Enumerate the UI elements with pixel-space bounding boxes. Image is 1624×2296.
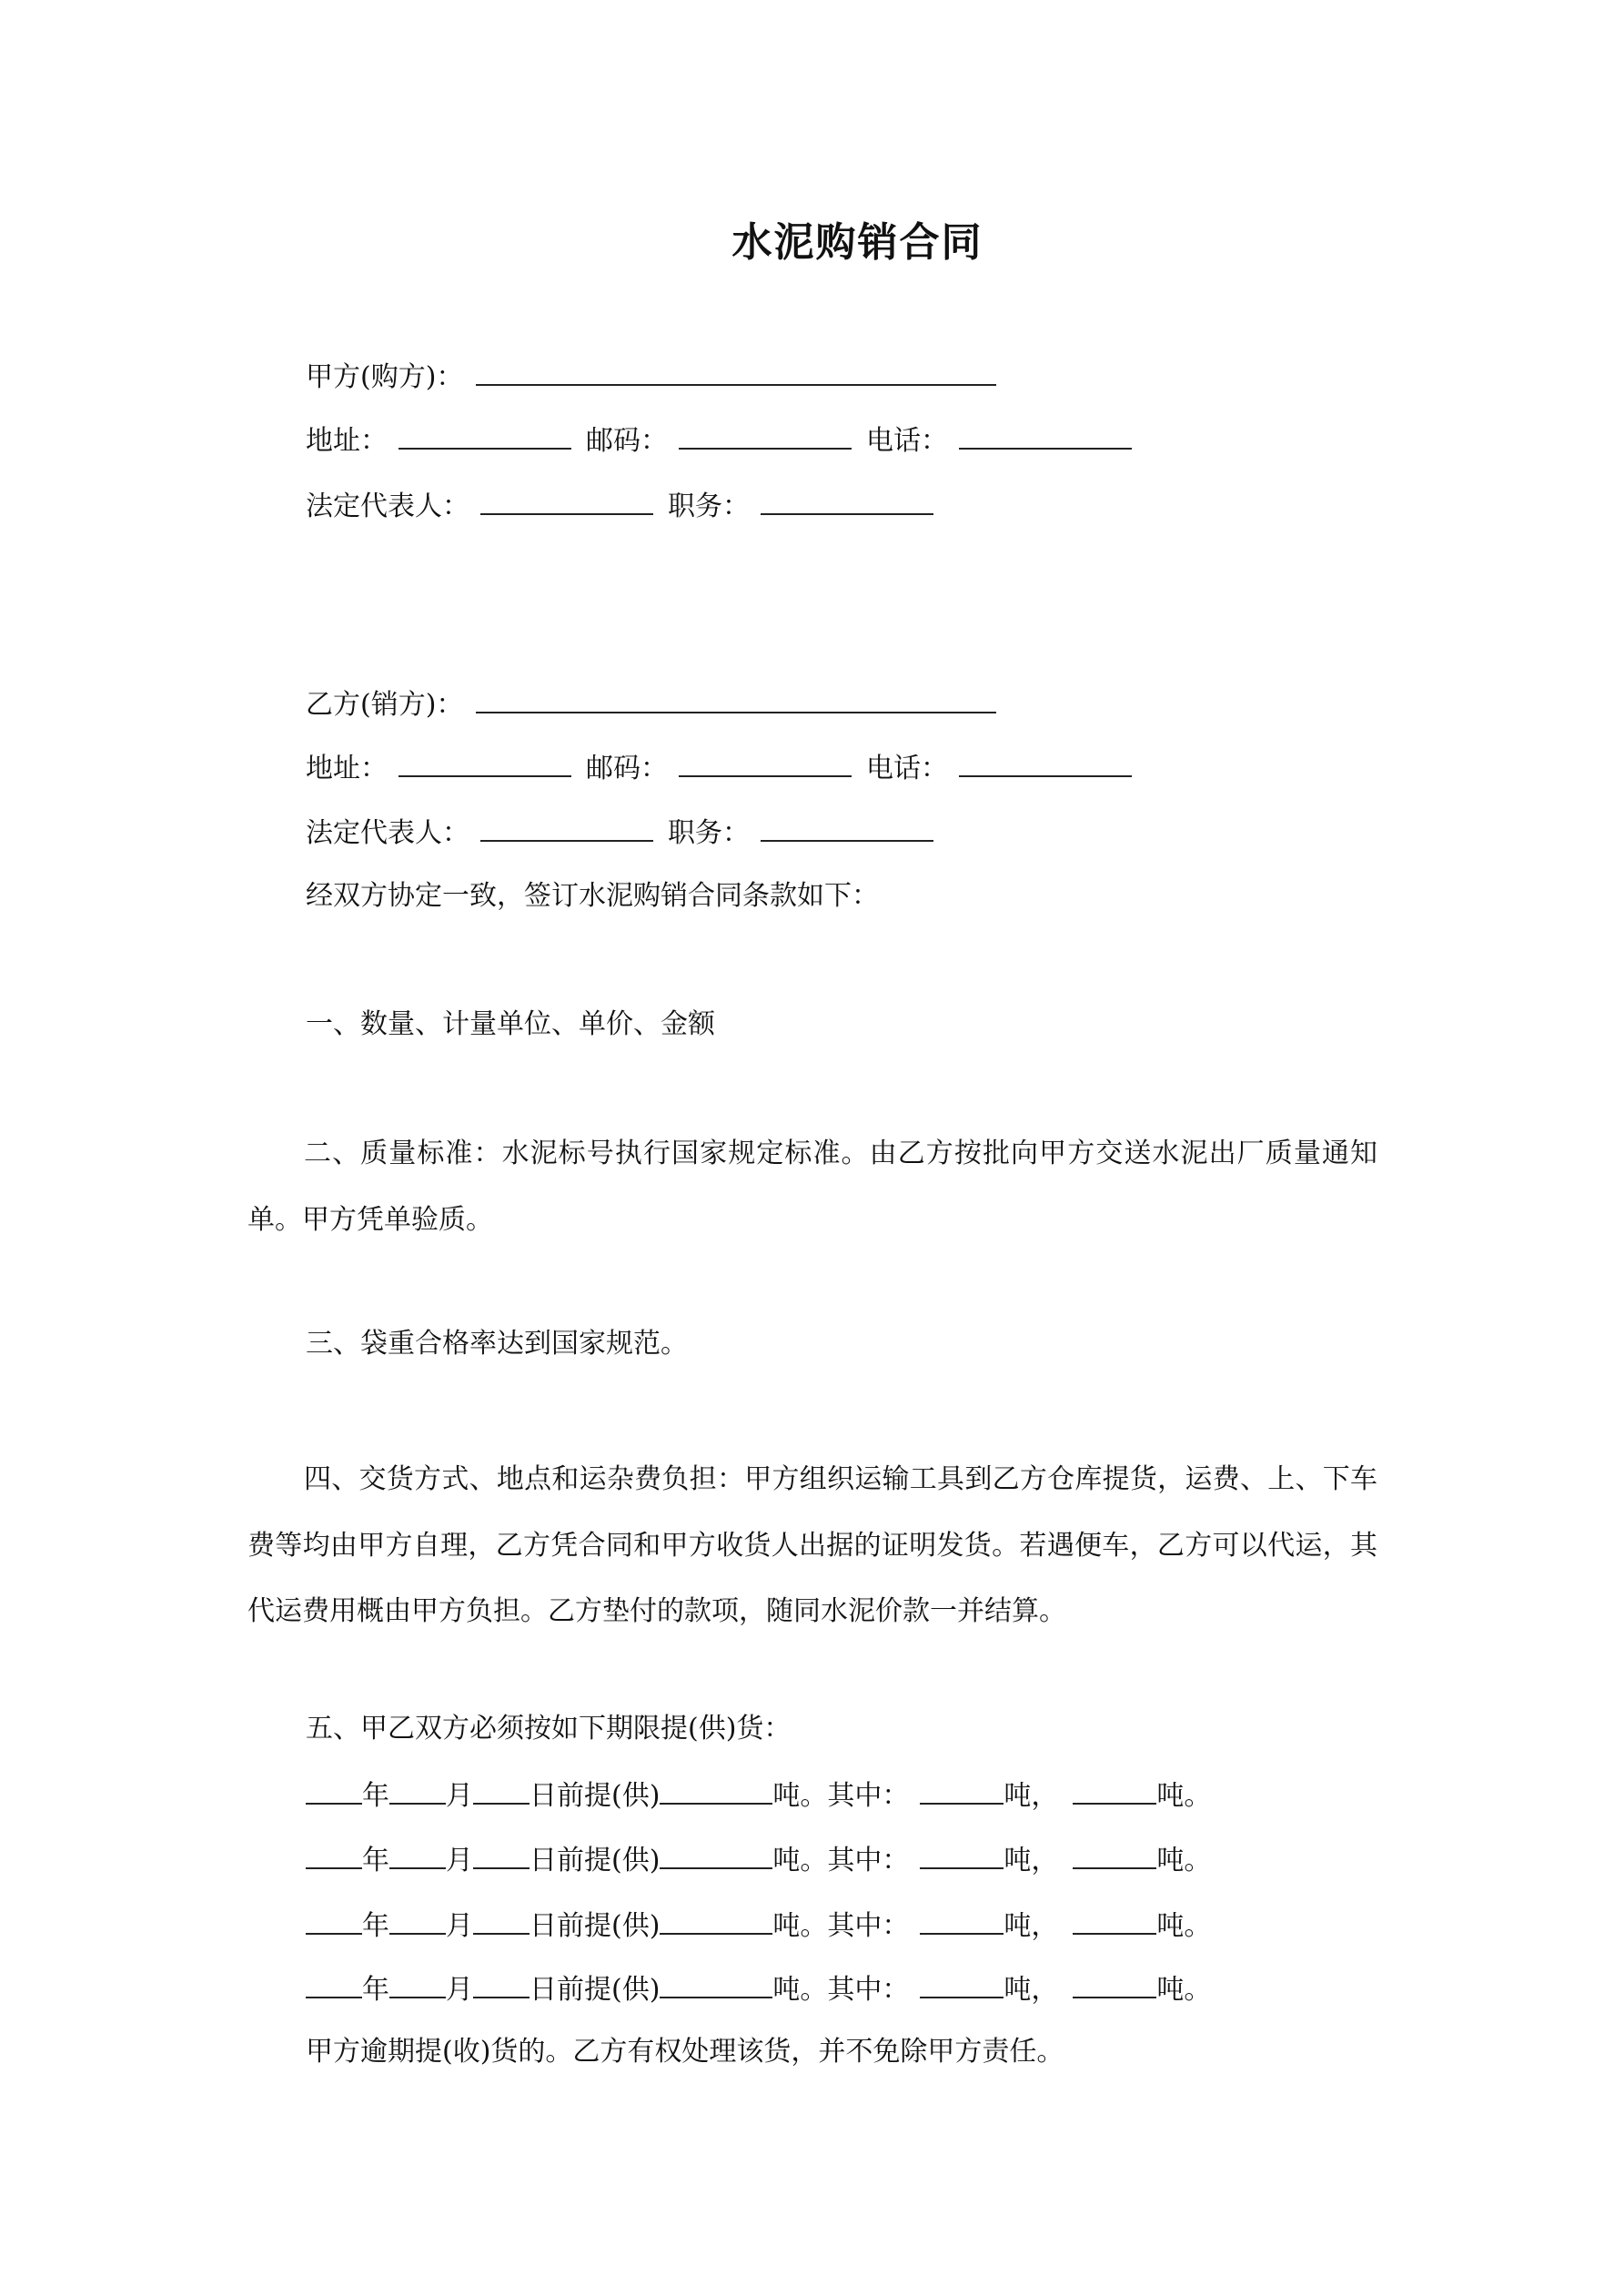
party-b-name-field[interactable] [476, 684, 996, 713]
month-label: 月 [446, 1974, 473, 2006]
party-b-position-label: 职务： [668, 817, 750, 849]
party-b-address-label: 地址： [306, 753, 388, 784]
party-a-address-field[interactable] [398, 420, 571, 450]
tons-of-which-label: 吨。其中： [772, 1845, 910, 1876]
sub-tons-1-field[interactable] [920, 1840, 1004, 1869]
party-b-label: 乙方(销方)： [306, 689, 464, 721]
year-label: 年 [362, 1910, 389, 1942]
sub-tons-2-field[interactable] [1073, 1775, 1156, 1805]
overdue-note: 甲方逾期提(收)货的。乙方有权处理该货，并不免除甲方责任。 [306, 2036, 1064, 2068]
tons-end-label: 吨。 [1156, 1910, 1212, 1942]
tons-end-label: 吨。 [1156, 1845, 1212, 1876]
party-b-legal-rep-field[interactable] [480, 813, 653, 842]
year-label: 年 [362, 1780, 389, 1812]
tons-label: 吨， [1004, 1910, 1059, 1942]
tons-end-label: 吨。 [1156, 1974, 1212, 2006]
schedule-row [306, 1906, 1211, 1945]
tons-end-label: 吨。 [1156, 1780, 1212, 1812]
month-label: 月 [446, 1910, 473, 1942]
year-label: 年 [362, 1845, 389, 1876]
tons-label: 吨， [1004, 1974, 1059, 2006]
schedule-row [306, 1969, 1211, 2008]
tons-label: 吨， [1004, 1845, 1059, 1876]
party-b-postcode-label: 邮码： [586, 753, 668, 784]
party-a-legal-rep-field[interactable] [480, 486, 653, 515]
year-field[interactable] [306, 1775, 362, 1805]
party-a-name-field[interactable] [476, 357, 996, 386]
party-b-postcode-field[interactable] [679, 748, 852, 777]
clause-4: 四、交货方式、地点和运杂费负担：甲方组织运输工具到乙方仓库提货，运费、上、下车费等均由甲方自理，乙方凭合同和甲方收货人出据的证明发货。若遇便车，乙方可以代运，其代运费用概由甲方负担。乙方垫付的款项，随同水泥价款一并结算。 [247, 1463, 1377, 1627]
party-a-contact-row [306, 420, 1146, 460]
party-a-position-label: 职务： [668, 491, 750, 522]
clause-2: 二、质量标准：水泥标号执行国家规定标准。由乙方按批向甲方交送水泥出厂质量通知单。甲方凭单验质。 [247, 1138, 1377, 1236]
month-label: 月 [446, 1780, 473, 1812]
total-tons-field[interactable] [660, 1840, 772, 1869]
party-a-rep-row [306, 486, 948, 525]
sub-tons-2-field[interactable] [1073, 1840, 1156, 1869]
party-b-name-row [306, 684, 1000, 723]
schedule-row [306, 1775, 1211, 1815]
schedule-row [306, 1840, 1211, 1879]
party-b-contact-row [306, 748, 1146, 787]
deliver-before-label: 日前提(供) [530, 1845, 661, 1876]
sub-tons-1-field[interactable] [920, 1906, 1004, 1935]
clause-1: 一、数量、计量单位、单价、金额 [306, 1008, 715, 1040]
month-field[interactable] [389, 1840, 446, 1869]
party-a-address-label: 地址： [306, 425, 388, 457]
sub-tons-1-field[interactable] [920, 1969, 1004, 1998]
party-a-phone-label: 电话： [866, 425, 948, 457]
year-field[interactable] [306, 1840, 362, 1869]
clause-3: 三、袋重合格率达到国家规范。 [306, 1328, 688, 1360]
year-field[interactable] [306, 1906, 362, 1935]
day-field[interactable] [473, 1840, 530, 1869]
party-b-address-field[interactable] [398, 748, 571, 777]
tons-label: 吨， [1004, 1780, 1059, 1812]
month-field[interactable] [389, 1969, 446, 1998]
deliver-before-label: 日前提(供) [530, 1910, 661, 1942]
deliver-before-label: 日前提(供) [530, 1780, 661, 1812]
month-field[interactable] [389, 1775, 446, 1805]
tons-of-which-label: 吨。其中： [772, 1780, 910, 1812]
party-b-rep-row [306, 813, 948, 852]
party-a-postcode-field[interactable] [679, 420, 852, 450]
total-tons-field[interactable] [660, 1775, 772, 1805]
party-a-postcode-label: 邮码： [586, 425, 668, 457]
day-field[interactable] [473, 1775, 530, 1805]
clause-5: 五、甲乙双方必须按如下期限提(供)货： [306, 1713, 792, 1745]
party-b-phone-label: 电话： [866, 753, 948, 784]
year-label: 年 [362, 1974, 389, 2006]
total-tons-field[interactable] [660, 1969, 772, 1998]
party-a-label: 甲方(购方)： [306, 361, 464, 393]
party-a-name-row [306, 357, 1000, 396]
sub-tons-1-field[interactable] [920, 1775, 1004, 1805]
party-b-position-field[interactable] [761, 813, 933, 842]
party-b-legal-rep-label: 法定代表人： [306, 817, 469, 849]
sub-tons-2-field[interactable] [1073, 1906, 1156, 1935]
year-field[interactable] [306, 1969, 362, 1998]
tons-of-which-label: 吨。其中： [772, 1974, 910, 2006]
day-field[interactable] [473, 1969, 530, 1998]
month-field[interactable] [389, 1906, 446, 1935]
deliver-before-label: 日前提(供) [530, 1974, 661, 2006]
party-a-phone-field[interactable] [959, 420, 1132, 450]
party-b-phone-field[interactable] [959, 748, 1132, 777]
total-tons-field[interactable] [660, 1906, 772, 1935]
month-label: 月 [446, 1845, 473, 1876]
party-a-position-field[interactable] [761, 486, 933, 515]
sub-tons-2-field[interactable] [1073, 1969, 1156, 1998]
document-title: 水泥购销合同 [731, 219, 983, 266]
day-field[interactable] [473, 1906, 530, 1935]
contract-intro: 经双方协定一致，签订水泥购销合同条款如下： [306, 880, 879, 912]
party-a-legal-rep-label: 法定代表人： [306, 491, 469, 522]
tons-of-which-label: 吨。其中： [772, 1910, 910, 1942]
